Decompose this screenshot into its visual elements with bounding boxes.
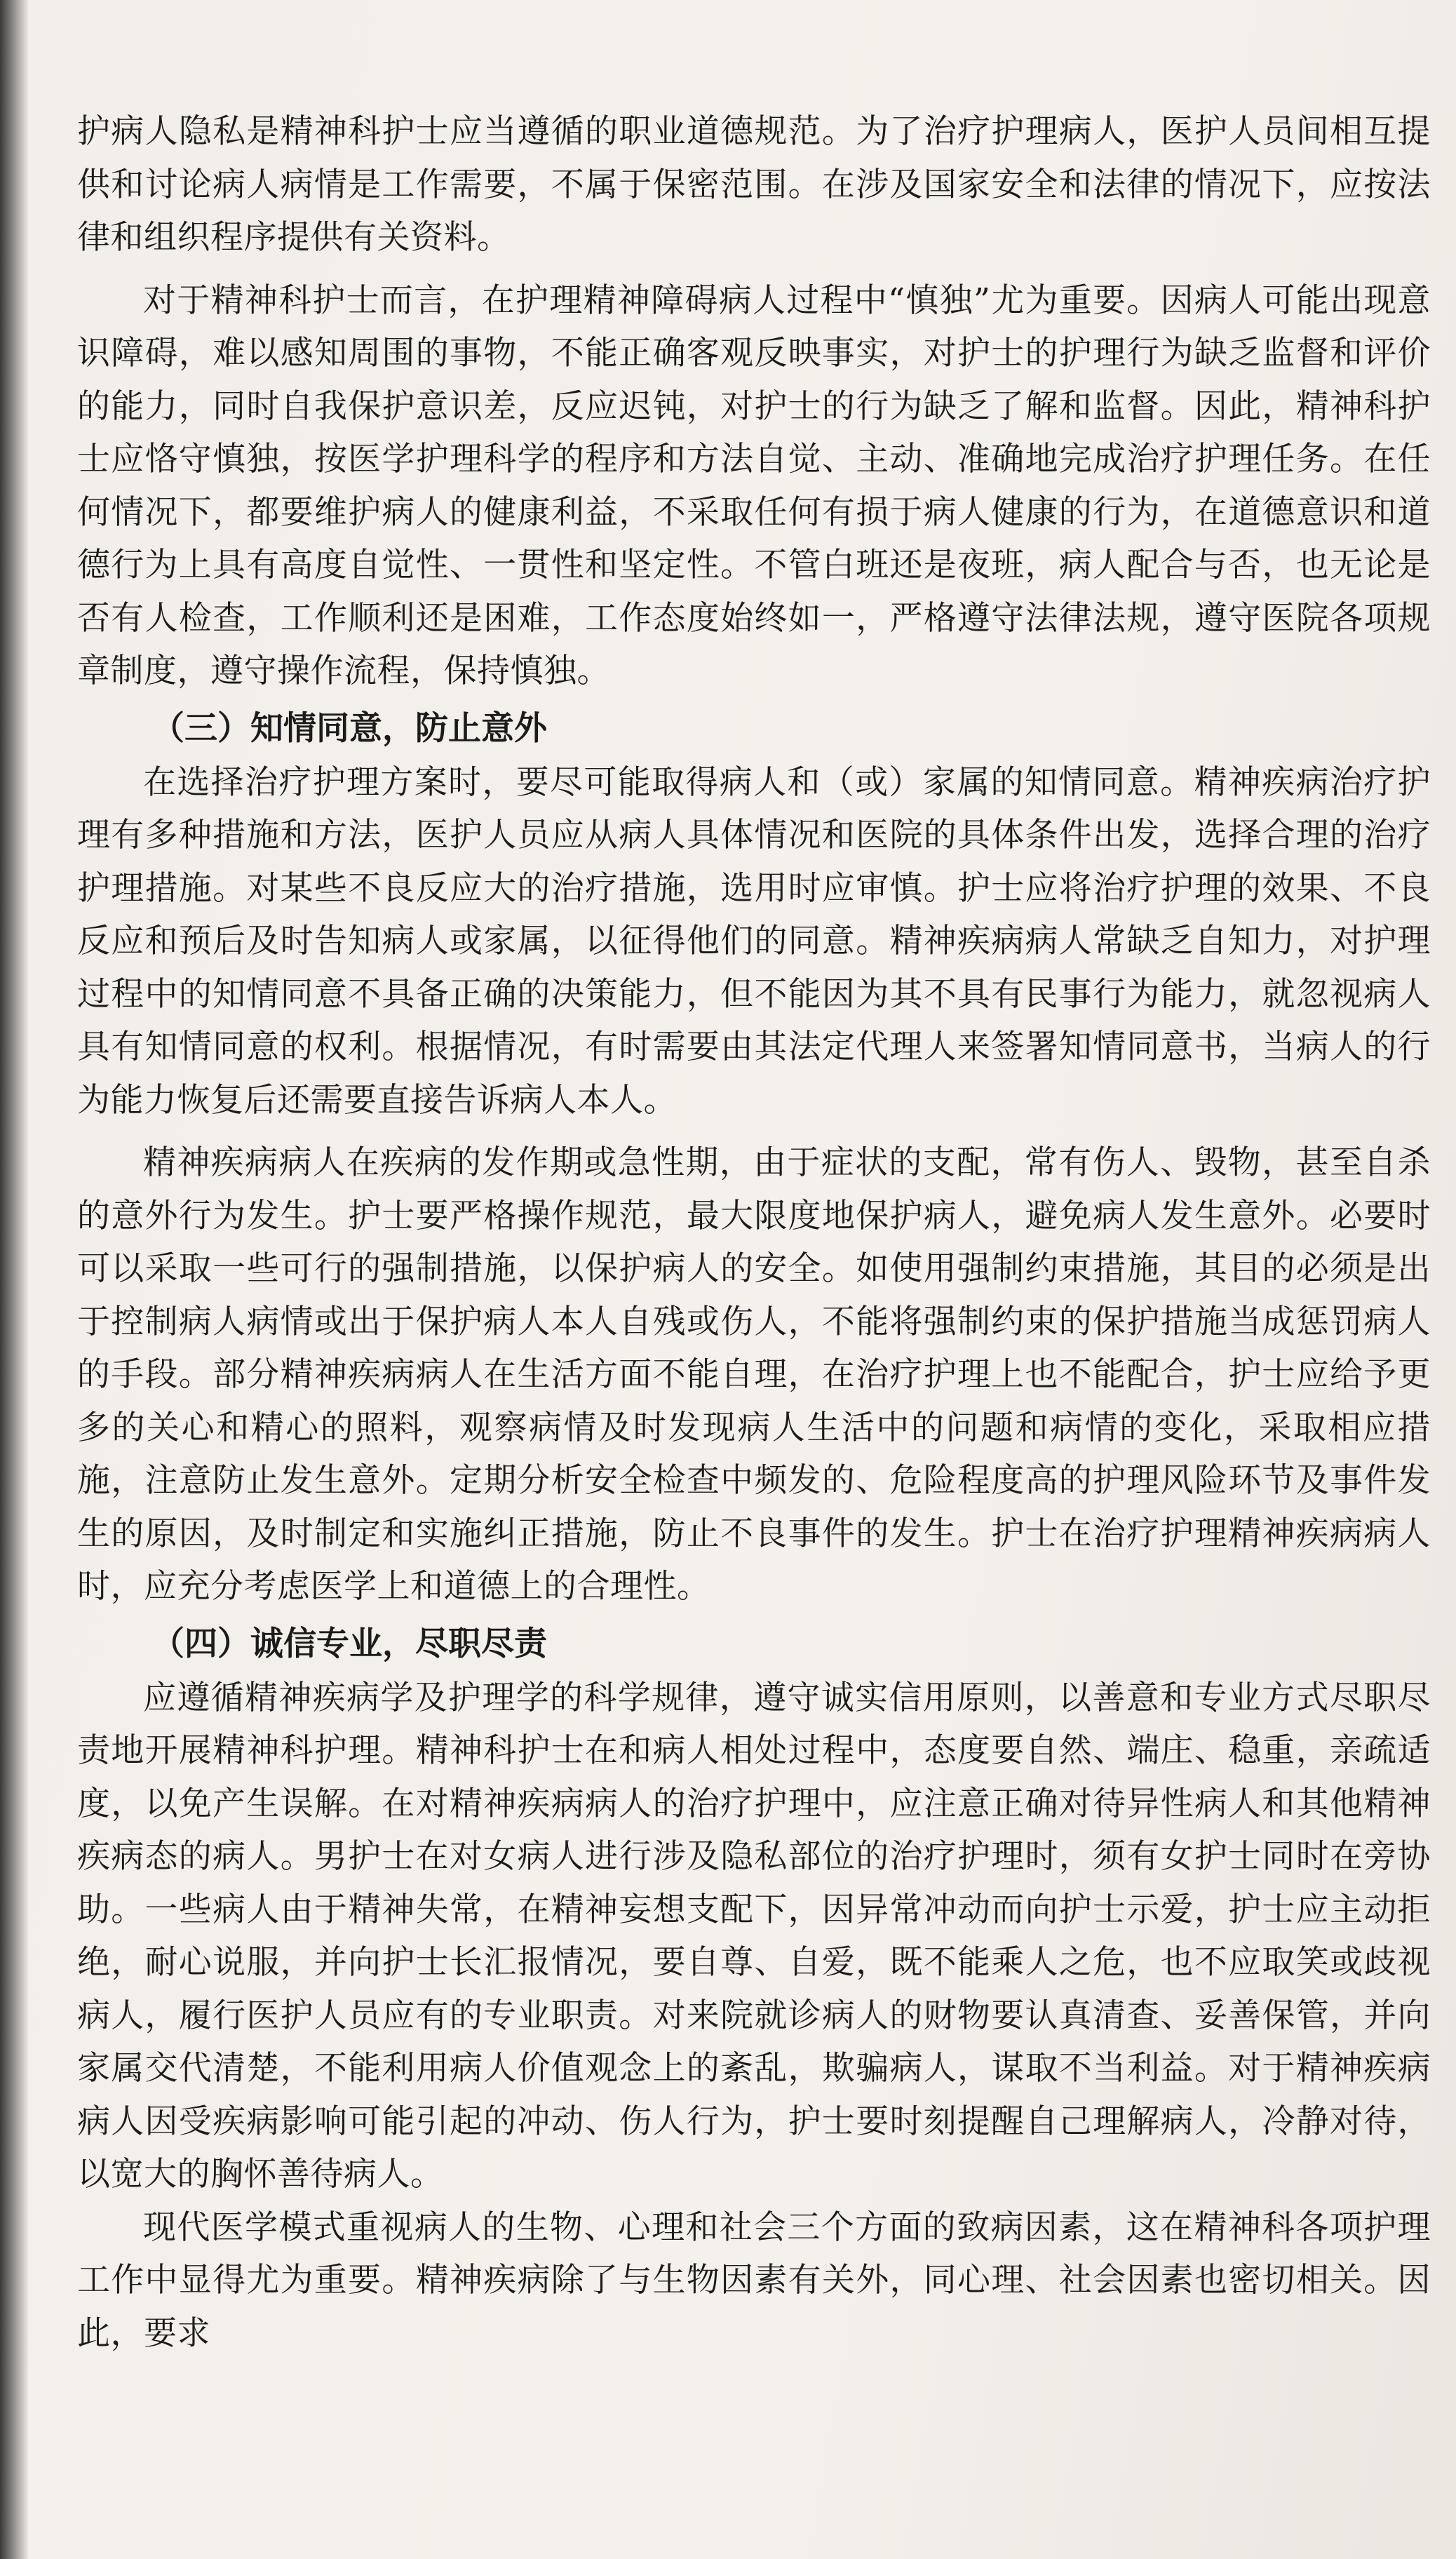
paragraph-medical-model: 现代医学模式重视病人的生物、心理和社会三个方面的致病因素，这在精神科各项护理工作中显得尤为重要。精神疾病除了与生物因素有关外，同心理、社会因素也密切相关。因此，要求 [77, 2208, 1431, 2353]
book-spine-shadow [0, 0, 28, 2559]
paragraph-gap [77, 264, 1431, 274]
paragraph-gap [77, 1127, 1431, 1136]
book-page [28, 0, 1456, 2559]
paragraph-informed-consent: 在选择治疗护理方案时，要尽可能取得病人和（或）家属的知情同意。精神疾病治疗护理有多种措施和方法，医护人员应从病人具体情况和医院的具体条件出发，选择合理的治疗护理措施。对某些不良反应大的治疗措施，选用时应审慎。护士应将治疗护理的效果、不良反应和预后及时告知病人或家属，以征得他们的同意。精神疾病病人常缺乏自知力，对护理过程中的知情同意不具备正确的决策能力，但不能因为其不具有民事行为能力，就忽视病人具有知情同意的权利。根据情况，有时需要由其法定代理人来签署知情同意书，当病人的行为能力恢复后还需要直接告诉病人本人。 [77, 763, 1431, 1120]
page-content [77, 105, 1431, 2360]
section-heading-integrity: （四）诚信专业，尽职尽责 [151, 1624, 547, 1663]
paragraph-shendu: 对于精神科护士而言，在护理精神障碍病人过程中“慎独”尤为重要。因病人可能出现意识障碍，难以感知周围的事物，不能正确客观反映事实，对护士的护理行为缺乏监督和评价的能力，同时自我保护意识差，反应迟钝，对护士的行为缺乏了解和监督。因此，精神科护士应恪守慎独，按医学护理科学的程序和方法自觉、主动、准确地完成治疗护理任务。在任何情况下，都要维护病人的健康利益，不采取任何有损于病人健康的行为，在道德意识和道德行为上具有高度自觉性、一贯性和坚定性。不管白班还是夜班，病人配合与否，也无论是否有人检查，工作顺利还是困难，工作态度始终如一，严格遵守法律法规，遵守医院各项规章制度，遵守操作流程，保持慎独。 [77, 281, 1431, 690]
paragraph-integrity: 应遵循精神疾病学及护理学的科学规律，遵守诚实信用原则，以善意和专业方式尽职尽责地开展精神科护理。精神科护士在和病人相处过程中，态度要自然、端庄、稳重，亲疏适度，以免产生误解。在对精神疾病病人的治疗护理中，应注意正确对待异性病人和其他精神疾病态的病人。男护士在对女病人进行涉及隐私部位的治疗护理时，须有女护士同时在旁协助。一些病人由于精神失常，在精神妄想支配下，因异常冲动而向护士示爱，护士应主动拒绝，耐心说服，并向护士长汇报情况，要自尊、自爱，既不能乘人之危，也不应取笑或歧视病人，履行医护人员应有的专业职责。对来院就诊病人的财物要认真清查、妥善保管，并向家属交代清楚，不能利用病人价值观念上的紊乱，欺骗病人，谋取不当利益。对于精神疾病病人因受疾病影响可能引起的冲动、伤人行为，护士要时刻提醒自己理解病人，冷静对待，以宽大的胸怀善待病人。 [77, 1678, 1431, 2194]
section-heading-informed-consent: （三）知情同意，防止意外 [151, 708, 547, 748]
paragraph-prevent-accidents: 精神疾病病人在疾病的发作期或急性期，由于症状的支配，常有伤人、毁物，甚至自杀的意外行为发生。护士要严格操作规范，最大限度地保护病人，避免病人发生意外。必要时可以采取一些可行的强制措施，以保护病人的安全。如使用强制约束措施，其目的必须是出于控制病人病情或出于保护病人本人自残或伤人，不能将强制约束的保护措施当成惩罚病人的手段。部分精神疾病病人在生活方面不能自理，在治疗护理上也不能配合，护士应给予更多的关心和精心的照料，观察病情及时发现病人生活中的问题和病情的变化，采取相应措施，注意防止发生意外。定期分析安全检查中频发的、危险程度高的护理风险环节及事件发生的原因，及时制定和实施纠正措施，防止不良事件的发生。护士在治疗护理精神疾病病人时，应充分考虑医学上和道德上的合理性。 [77, 1143, 1431, 1606]
paragraph-privacy: 护病人隐私是精神科护士应当遵循的职业道德规范。为了治疗护理病人，医护人员间相互提供和讨论病人病情是工作需要，不属于保密范围。在涉及国家安全和法律的情况下，应按法律和组织程序提供有关资料。 [77, 112, 1431, 257]
